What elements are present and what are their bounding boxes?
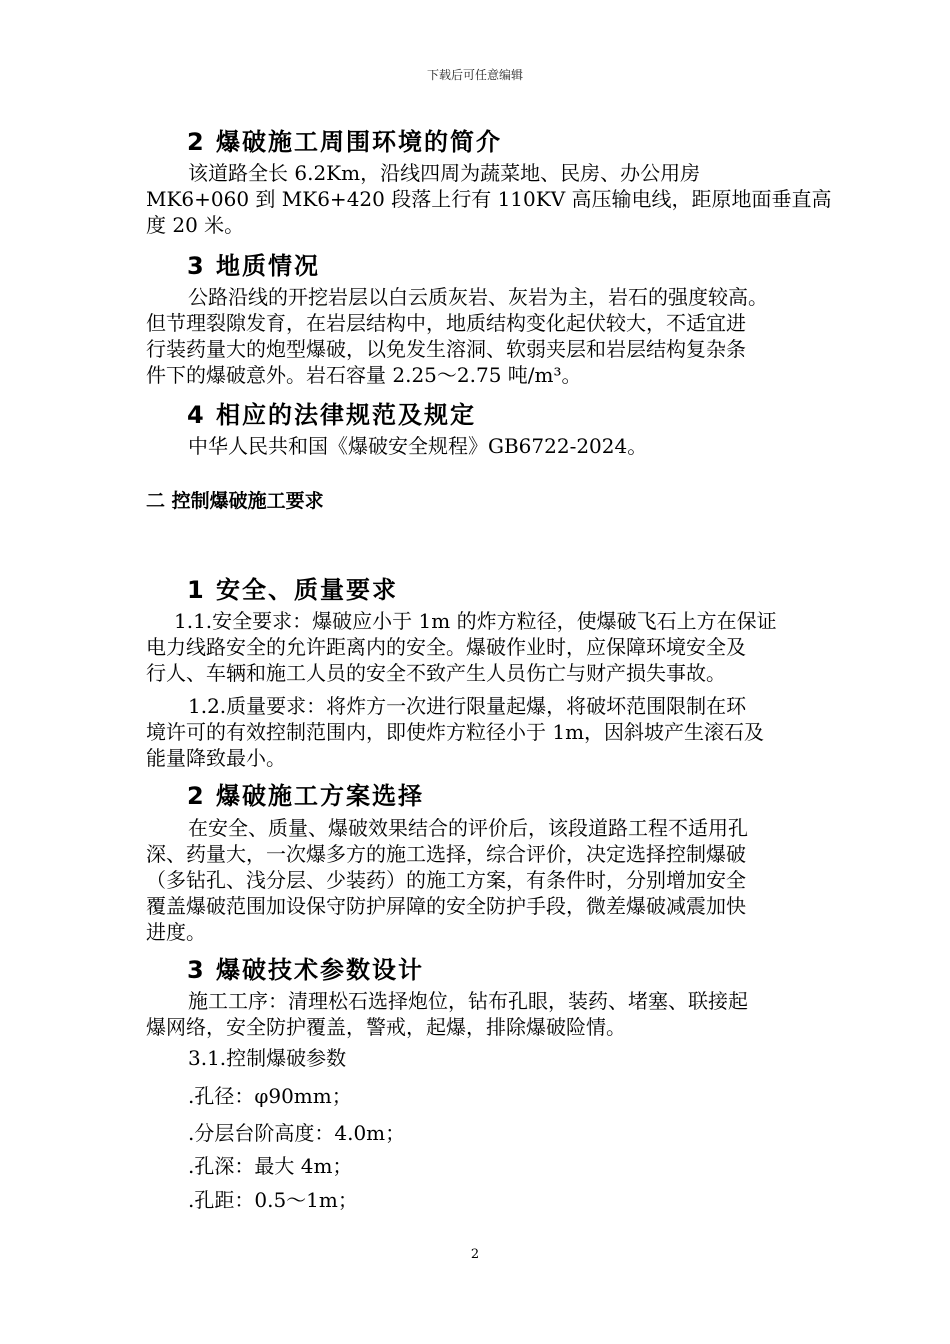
paragraph-safety <box>146 608 777 686</box>
paragraph-geology <box>146 284 768 388</box>
text-line: 在安全、质量、爆破效果结合的评价后，该段道路工程不适用孔 <box>188 816 748 840</box>
param-hole-depth: .孔深：最大 4m； <box>188 1154 353 1178</box>
part-heading: 二 控制爆破施工要求 <box>146 490 324 512</box>
param-bench-height: .分层台阶高度：4.0m； <box>188 1121 406 1145</box>
text-line: 但节理裂隙发育，在岩层结构中，地质结构变化起伏较大，不适宜进 <box>146 311 746 335</box>
text-line: 1.1.安全要求：爆破应小于 1m 的炸方粒径，使爆破飞石上方在保证 <box>174 609 777 633</box>
text-line: 覆盖爆破范围加设保守防护屏障的安全防护手段，微差爆破减震加快 <box>146 894 746 918</box>
text-line: 境许可的有效控制范围内，即使炸方粒径小于 1m，因斜坡产生滚石及 <box>146 720 765 744</box>
text-line: 行人、车辆和施工人员的安全不致产生人员伤亡与财产损失事故。 <box>146 661 726 685</box>
text-line: 1.2.质量要求：将炸方一次进行限量起爆，将破坏范围限制在环 <box>188 694 747 718</box>
section-heading-law: 4 相应的法律规范及规定 <box>187 401 477 429</box>
sub-heading-parameters: 3.1.控制爆破参数 <box>188 1046 347 1070</box>
text-line: 度 20 米。 <box>146 213 245 237</box>
paragraph-plan <box>146 815 748 945</box>
paragraph-quality <box>146 693 764 771</box>
section-heading-plan: 2 爆破施工方案选择 <box>187 782 425 810</box>
param-hole-spacing: .孔距：0.5～1m； <box>188 1188 358 1212</box>
section-heading-environment: 2 爆破施工周围环境的简介 <box>187 128 503 156</box>
text-line: 该道路全长 6.2Km，沿线四周为蔬菜地、民房、办公用房 <box>188 161 701 185</box>
text-line: 电力线路安全的允许距离内的安全。爆破作业时，应保障环境安全及 <box>146 635 746 659</box>
section-heading-safety: 1 安全、质量要求 <box>187 576 399 604</box>
page-header: 下载后可任意编辑 <box>426 68 523 82</box>
page-number: 2 <box>470 1247 480 1262</box>
text-line: 进度。 <box>146 920 206 944</box>
text-line: 能量降致最小。 <box>146 746 286 770</box>
paragraph-procedure <box>146 988 748 1040</box>
text-line: 施工工序：清理松石选择炮位，钻布孔眼，装药、堵塞、联接起 <box>188 989 748 1013</box>
text-line: 件下的爆破意外。岩石容量 2.25～2.75 吨/m³。 <box>146 363 582 387</box>
paragraph-environment <box>146 160 832 238</box>
text-line: （多钻孔、浅分层、少装药）的施工方案，有条件时，分别增加安全 <box>146 868 746 892</box>
text-line: 深、药量大，一次爆多方的施工选择，综合评价，决定选择控制爆破 <box>146 842 746 866</box>
text-line: 行装药量大的炮型爆破，以免发生溶洞、软弱夹层和岩层结构复杂条 <box>146 337 746 361</box>
param-hole-diameter: .孔径：φ90mm； <box>188 1084 352 1108</box>
text-line: 公路沿线的开挖岩层以白云质灰岩、灰岩为主，岩石的强度较高。 <box>188 285 768 309</box>
text-line: MK6+060 到 MK6+420 段落上行有 110KV 高压输电线，距原地面垂直高 <box>146 187 832 211</box>
section-heading-tech: 3 爆破技术参数设计 <box>187 956 425 984</box>
text-line: 爆网络，安全防护覆盖，警戒，起爆，排除爆破险情。 <box>146 1015 626 1039</box>
section-heading-geology: 3 地质情况 <box>187 252 321 280</box>
text-line: 中华人民共和国《爆破安全规程》GB6722-2024。 <box>188 434 648 458</box>
paragraph-law <box>188 433 647 459</box>
